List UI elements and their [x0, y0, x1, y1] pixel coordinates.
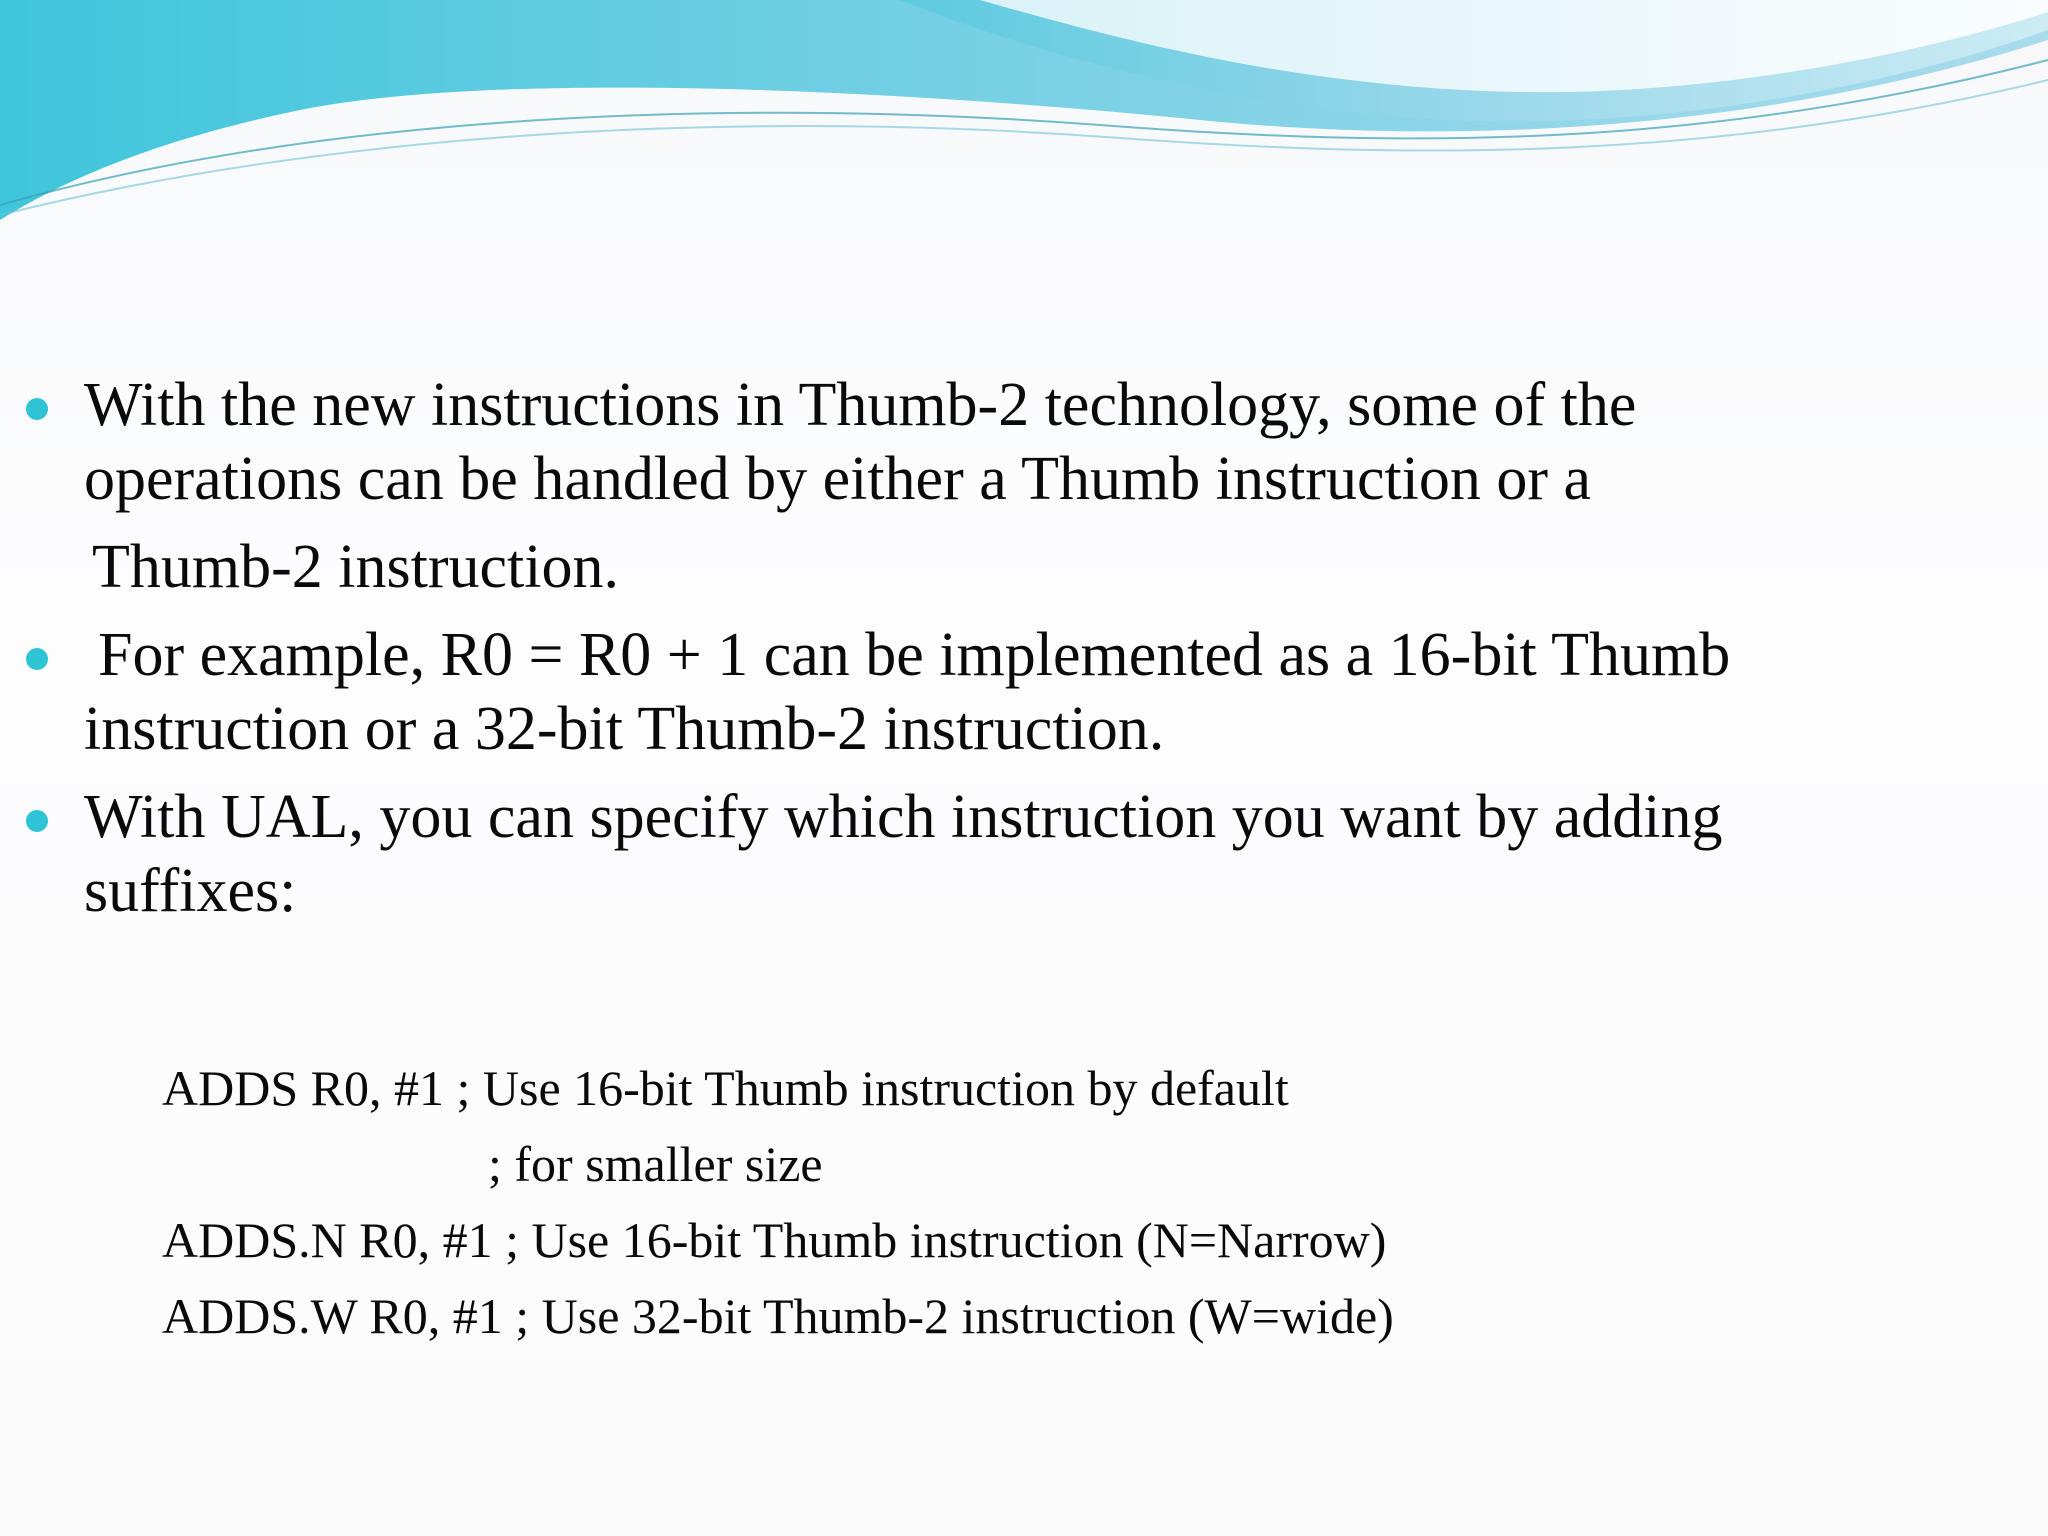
code-line: ADDS.W R0, #1 ; Use 32-bit Thumb-2 instruction (W=wide) [162, 1288, 1394, 1344]
bullet-text-line: With the new instructions in Thumb-2 technology, some of the [84, 371, 1637, 439]
code-line: ADDS.N R0, #1 ; Use 16-bit Thumb instruction (N=Narrow) [162, 1212, 1387, 1268]
bullet-dot-icon [26, 648, 48, 670]
bullet-text-line: instruction or a 32-bit Thumb-2 instruction. [84, 695, 1165, 763]
bullet-item [0, 368, 2000, 604]
header-wave-decoration [0, 0, 2048, 240]
code-line: ; for smaller size [488, 1136, 823, 1192]
bullet-text-line: Thumb-2 instruction. [92, 533, 619, 601]
bullet-item [0, 780, 2000, 928]
bullet-dot-icon [26, 810, 48, 832]
bullet-text-line: With UAL, you can specify which instruction you want by adding [84, 783, 1723, 851]
bullet-dot-icon [26, 398, 48, 420]
bullet-list [0, 368, 2000, 928]
bullet-text-line: suffixes: [84, 857, 297, 925]
bullet-text-line: operations can be handled by either a Thumb instruction or a [84, 445, 1592, 513]
bullet-item [0, 618, 2000, 766]
code-line: ADDS R0, #1 ; Use 16-bit Thumb instruction by default [162, 1060, 1289, 1116]
code-example [162, 1050, 1394, 1354]
bullet-text-line: For example, R0 = R0 + 1 can be implemented as a 16-bit Thumb [98, 621, 1731, 689]
